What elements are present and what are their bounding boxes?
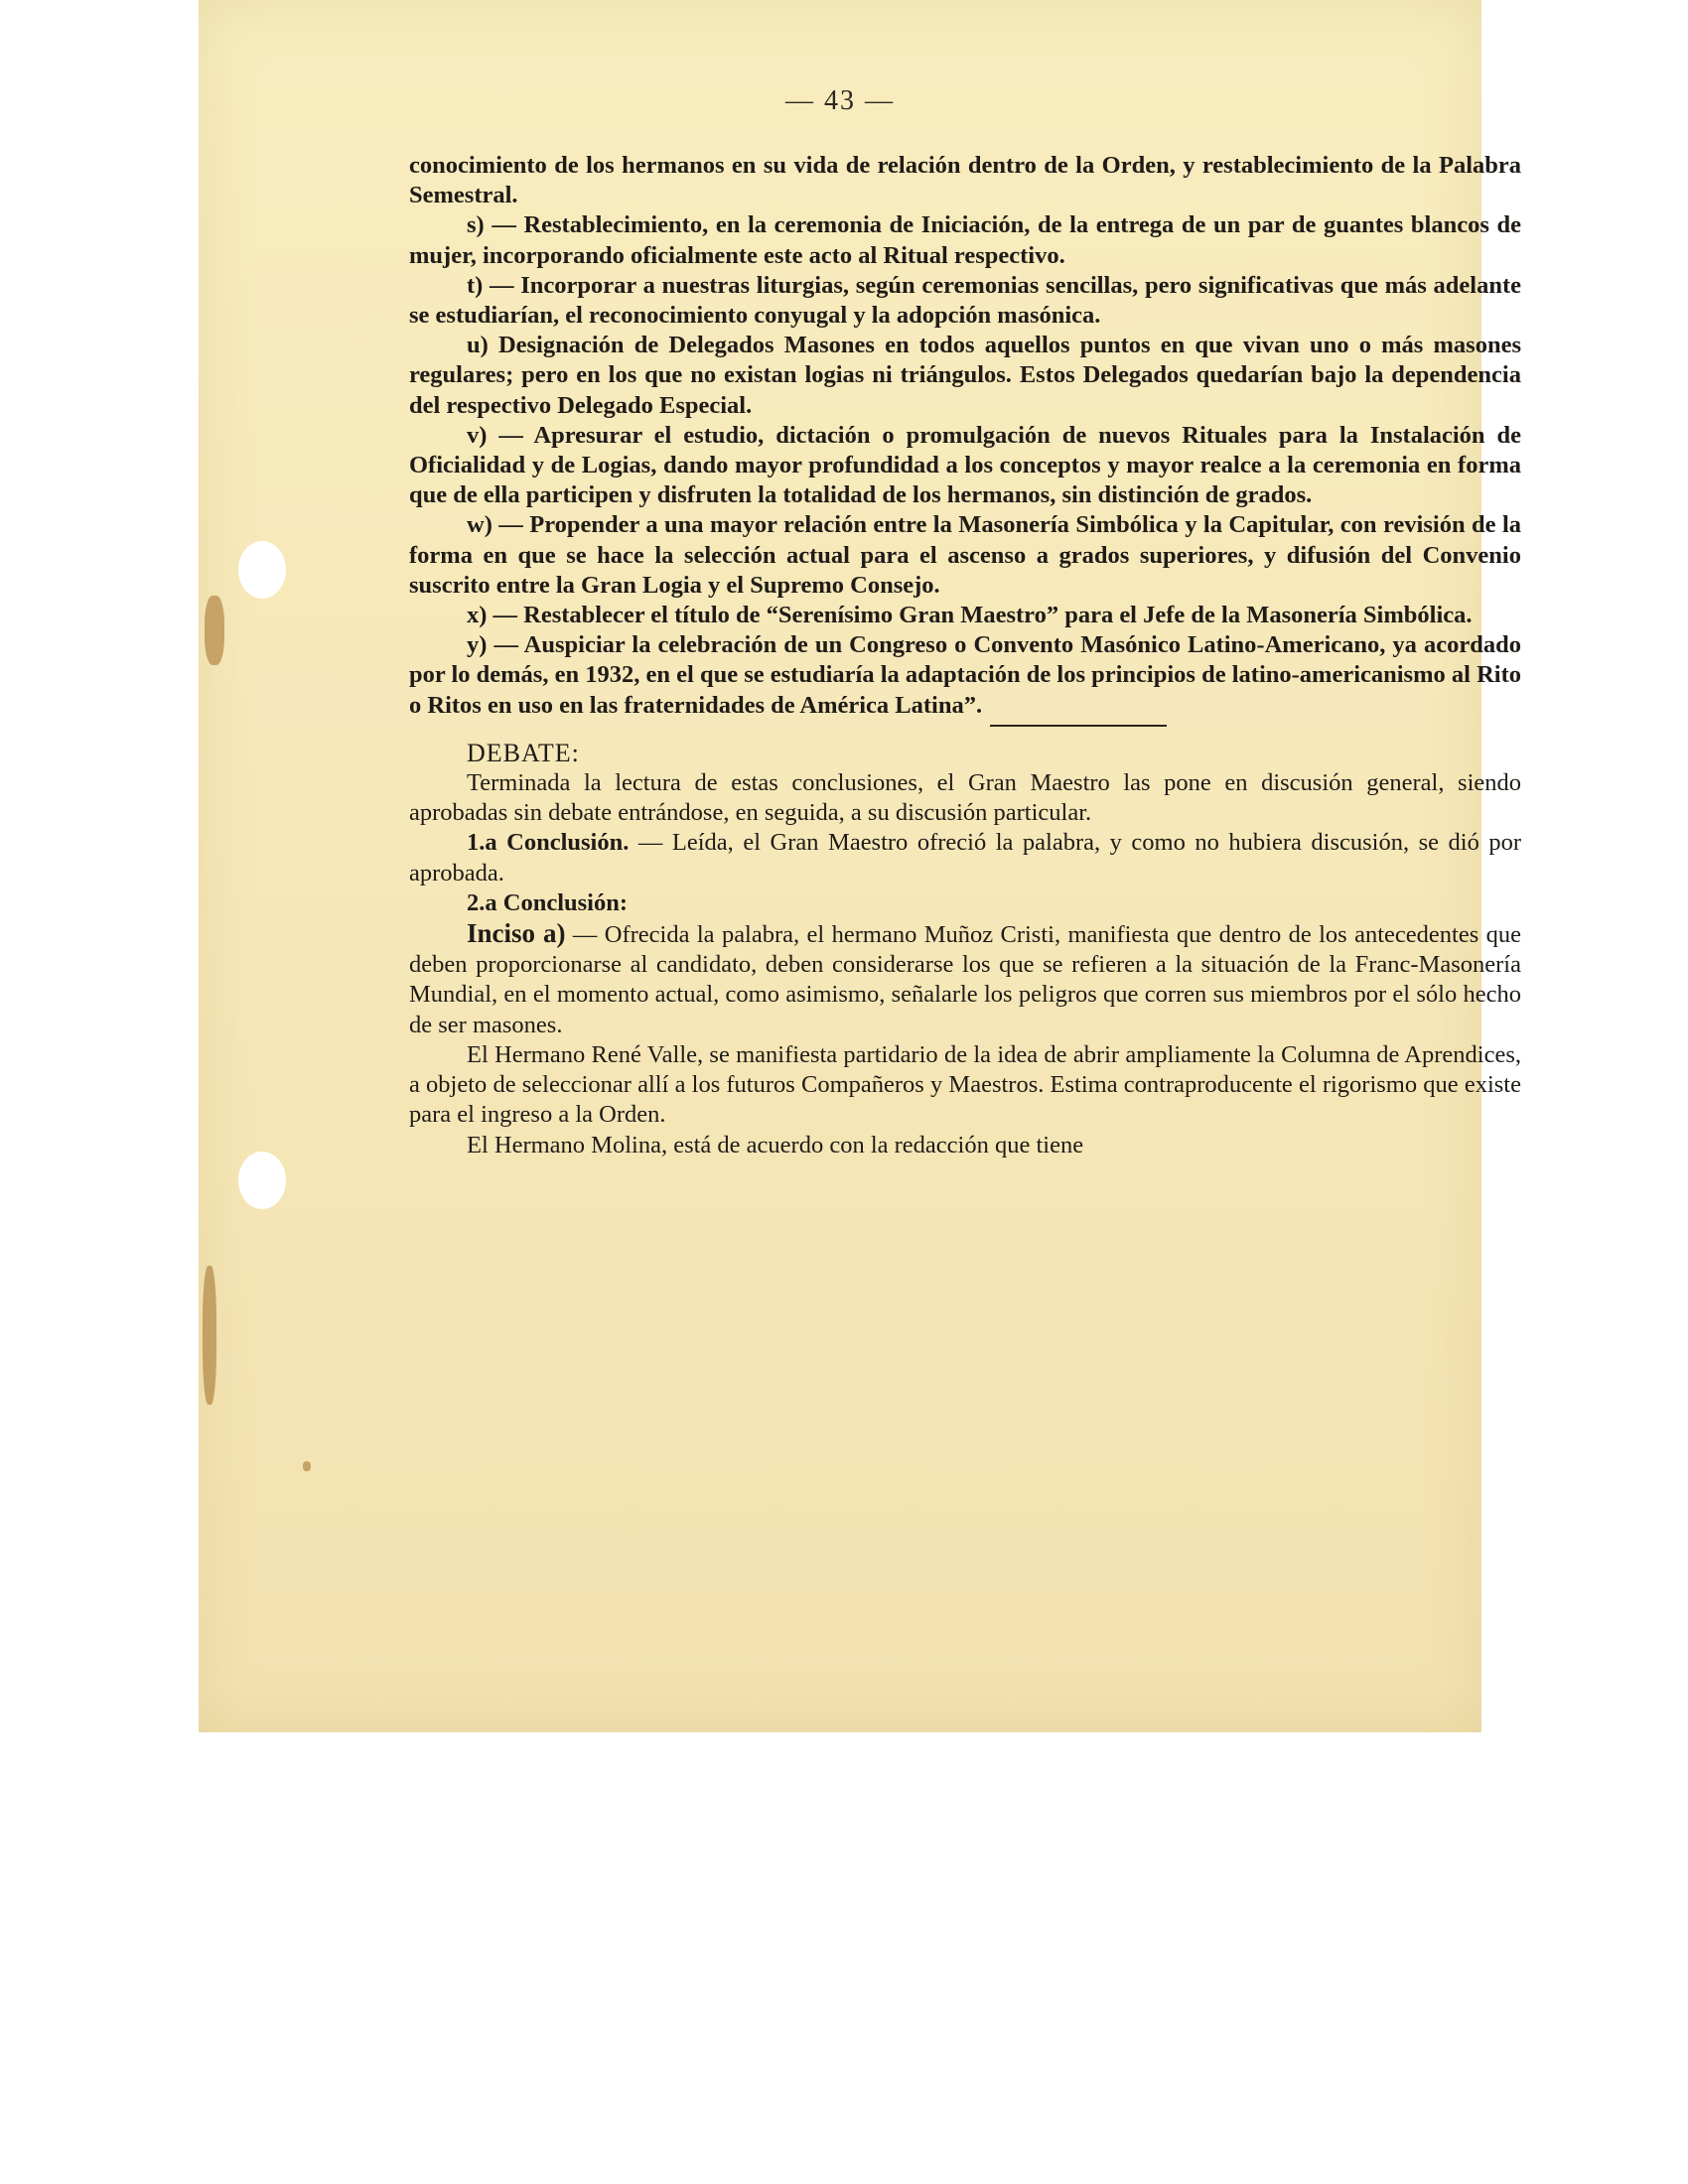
paragraph [409, 918, 1521, 1040]
paragraph: El Hermano Molina, está de acuerdo con la redacción que tiene [467, 1131, 1084, 1159]
conclusion-label: 1.a Conclusión. [467, 829, 630, 857]
page-number: — 43 — [785, 85, 895, 116]
paragraph: w) — Propender a una mayor relación entre la Masonería Simbólica y la Capitular, con revisión de la forma en que se hace la selección actual para el ascenso a grados superiores, y difusión del Convenio suscrito entre la Gran Logia y el Supremo Consejo. [409, 511, 1521, 599]
paragraph: conocimiento de los hermanos en su vida de relación dentro de la Orden, y restablecimiento de la Palabra Semestral. [409, 152, 1521, 209]
body-text [409, 151, 1521, 1160]
paragraph: t) — Incorporar a nuestras liturgias, según ceremonias sencillas, pero significativas que más adelante se estudiarían, el reconocimiento conyugal y la adopción masónica. [409, 271, 1521, 330]
inciso-text: — Ofrecida la palabra, el hermano Muñoz Cristi, manifiesta que dentro de los antecedentes que deben proporcionarse al candidato, deben considerarse los que se refieren a la situación de la Franc-Masonería Mundial, en el momento actual, como asimismo, señalarle los peligros que corren sus miembros por el sólo hecho de ser masones. [409, 921, 1521, 1038]
debate-heading: DEBATE: [467, 738, 580, 767]
conclusions-list [409, 151, 1521, 721]
punch-hole-top [238, 541, 286, 599]
paragraph: x) — Restablecer el título de “Serenísimo Gran Maestro” para el Jefe de la Masonería Simbólica. [467, 602, 1473, 629]
paragraph [409, 828, 1521, 887]
section-divider [990, 725, 1167, 727]
paragraph: Terminada la lectura de estas conclusiones, el Gran Maestro las pone en discusión general, siendo aprobadas sin debate entrándose, en seguida, a su discusión particular. [409, 769, 1521, 827]
punch-hole-bottom [238, 1152, 286, 1209]
conclusion-text: — Leída, el Gran Maestro ofreció la palabra, y como no hubiera discusión, se dió por aprobada. [409, 829, 1522, 887]
conclusion-label: 2.a Conclusión: [467, 888, 629, 916]
paragraph: v) — Apresurar el estudio, dictación o promulgación de nuevos Rituales para la Instalación de Oficialidad y de Logias, dando mayor profundidad a los conceptos y mayor realce a la ceremonia en forma que de ella participen y disfruten la totalidad de los hermanos, sin distinción de grados. [409, 421, 1521, 509]
paragraph: El Hermano René Valle, se manifiesta partidario de la idea de abrir ampliamente la Columna de Aprendices, a objeto de seleccionar allí a los futuros Compañeros y Maestros. Estima contraproducente el rigorismo que existe para el ingreso a la Orden. [409, 1040, 1521, 1129]
paper-stain [303, 1461, 311, 1471]
paper-stain [203, 1266, 216, 1405]
paper-stain [205, 596, 224, 665]
paragraph: u) Designación de Delegados Masones en todos aquellos puntos en que vivan uno o más masones regulares; pero en los que no existan logias ni triángulos. Estos Delegados quedarían bajo la dependencia del respectivo Delegado Especial. [409, 332, 1521, 419]
paragraph: y) — Auspiciar la celebración de un Congreso o Convento Masónico Latino-Americano, ya acordado por lo demás, en 1932, en el que se estudiaría la adaptación de los principios de latino-americanismo al Rito o Ritos en uso en las fraternidades de América Latina”. [409, 631, 1521, 719]
document-page [199, 0, 1522, 1732]
paragraph: s) — Restablecimiento, en la ceremonia de Iniciación, de la entrega de un par de guantes blancos de mujer, incorporando oficialmente este acto al Ritual respectivo. [409, 211, 1521, 269]
inciso-label: Inciso a) [467, 918, 566, 949]
